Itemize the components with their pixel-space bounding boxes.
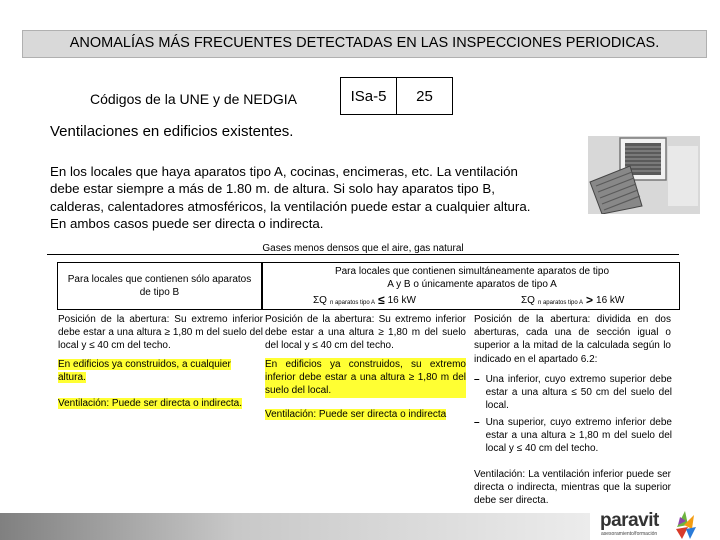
condition-operator: ≤: [378, 293, 385, 307]
condition-subscript: n aparatos tipo A: [329, 300, 376, 306]
col3-bullets: [474, 373, 672, 455]
sigma-q: ΣQ: [521, 295, 535, 306]
col1-position: Posición de la abertura: Su extremo inferior debe estar a una altura ≥ 1,80 m del suelo del local y ≤ 40 cm del techo.: [58, 314, 263, 352]
number-value: 25: [416, 87, 433, 105]
logo-icon: [672, 509, 698, 539]
codes-label: Códigos de la UNE y de NEDGIA: [90, 91, 297, 107]
col2-existing-buildings: En edificios ya construidos, su extremo inferior debe estar a una altura ≥ 1,80 m del suelo del local.: [265, 359, 466, 397]
footer-strip: [0, 513, 590, 540]
dash-bullet-icon: –: [474, 416, 480, 428]
ventilation-grille-image: [588, 136, 700, 214]
intro-line: En ambos casos puede ser directa o indirecta.: [50, 216, 324, 232]
col1-header: [57, 262, 262, 310]
condition-operator: >: [586, 293, 594, 307]
number-box: [396, 77, 453, 115]
col3-condition: [521, 294, 624, 307]
col2-position: Posición de la abertura: Su extremo inferior debe estar a una altura ≥ 1,80 m del suelo del local y ≤ 40 cm del techo.: [265, 314, 466, 352]
intro-paragraph: [50, 163, 568, 233]
col1-existing-buildings: [58, 358, 250, 384]
col3-ventilation: Ventilación: La ventilación inferior puede ser directa o indirecta, mientras que la superior debe ser directa.: [474, 469, 671, 507]
dash-bullet-icon: –: [474, 374, 480, 385]
bullet-text: Una superior, cuyo extremo inferior debe estar a una altura ≥ 1,80 m del suelo del local y ≤ 40 cm del techo.: [485, 416, 672, 455]
intro-line: En los locales que haya aparatos tipo A, cocinas, encimeras, etc. La ventilación: [50, 164, 518, 179]
col1-header-text: Para locales que contienen sólo aparatos de tipo B: [67, 273, 252, 298]
intro-line: debe estar siempre a más de 1.80 m. de altura. Si solo hay aparatos tipo B,: [50, 181, 495, 197]
col1-existing-text: En edificios ya construidos, a cualquier altura.: [58, 359, 231, 384]
bullet-item: [474, 373, 672, 413]
col1-ventilation-text: Ventilación: Puede ser directa o indirecta.: [58, 398, 242, 409]
intro-line: calderas, calentadores atmosféricos, la ventilación puede estar a cualquier altura.: [50, 198, 531, 214]
col2-ventilation: [265, 408, 475, 421]
logo-name: paravit: [600, 510, 659, 531]
page-title: ANOMALÍAS MÁS FRECUENTES DETECTADAS EN LAS INSPECCIONES PERIODICAS.: [69, 35, 660, 51]
gas-divider: [47, 254, 679, 255]
gas-title: Gases menos densos que el aire, gas natural: [262, 243, 464, 254]
bullet-text: Una inferior, cuyo extremo superior debe estar a una altura ≤ 50 cm del suelo del local.: [485, 374, 672, 412]
bullet-item: [474, 416, 672, 456]
code-box: [340, 77, 397, 115]
col2-condition: [313, 294, 416, 307]
col1-ventilation: [58, 397, 263, 410]
col23-header-text: Para locales que contienen simultáneamente aparatos de tipo A y B o únicamente aparatos de tipo A: [334, 266, 610, 291]
col2-ventilation-text: Ventilación: Puede ser directa o indirecta: [265, 409, 447, 420]
col3-position: Posición de la abertura: dividida en dos aberturas, cada una de sección igual o superior a la mitad de la calculada según lo indicado en el apartado 6.2:: [474, 314, 671, 365]
sigma-q: ΣQ: [313, 295, 327, 306]
col23-header: [262, 262, 680, 310]
section-title: Ventilaciones en edificios existentes.: [50, 123, 294, 140]
code-value: ISa-5: [350, 87, 387, 105]
condition-subscript: n aparatos tipo A: [537, 300, 584, 306]
condition-value: 16 kW: [387, 295, 416, 306]
condition-value: 16 kW: [596, 295, 625, 306]
logo-subtitle: asesoramiento/formación: [601, 531, 658, 537]
